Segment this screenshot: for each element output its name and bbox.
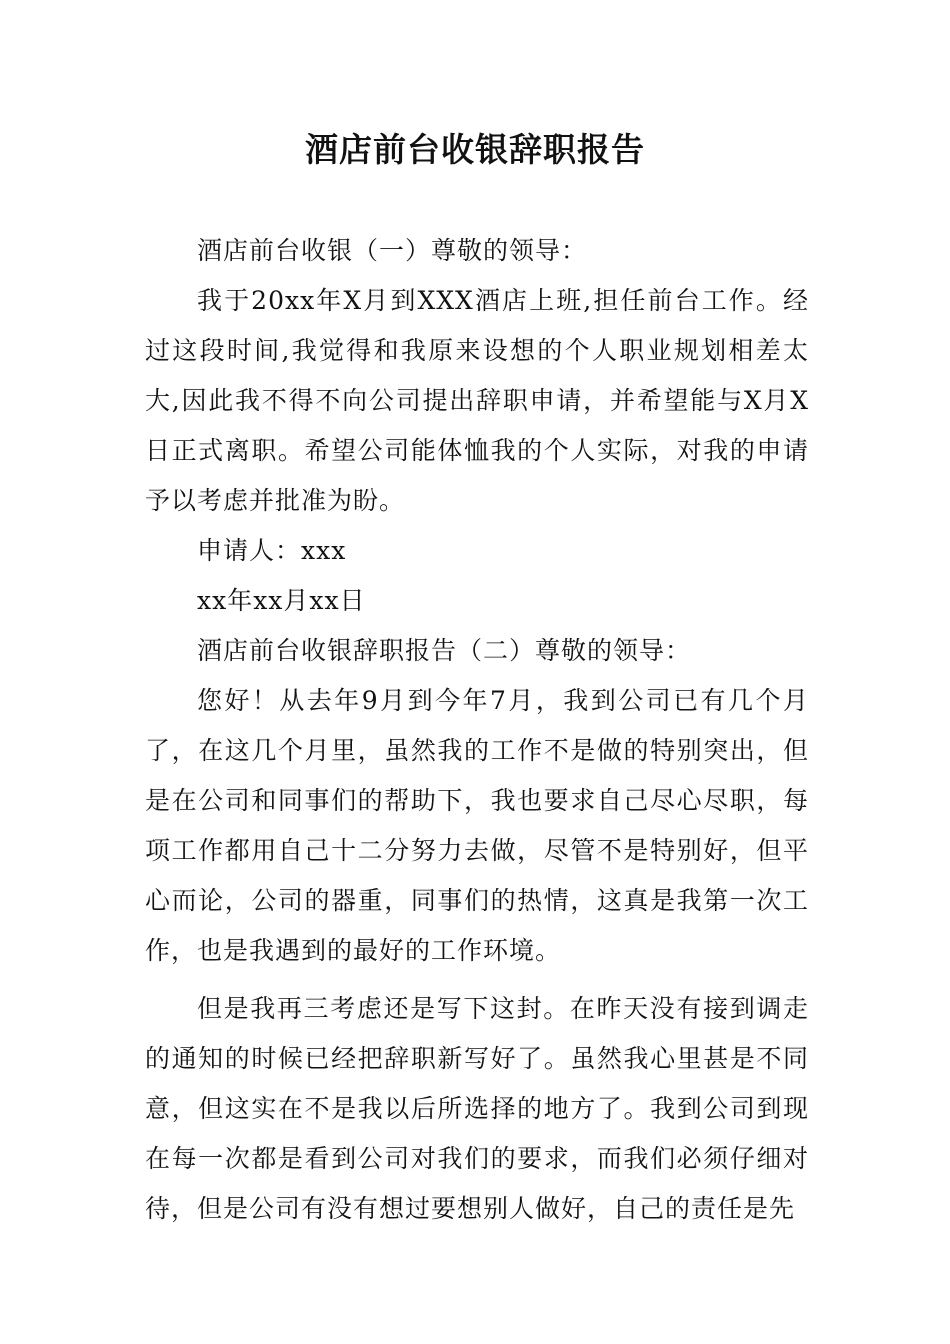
paragraph-resignation-3: 但是我再三考虑还是写下这封。在昨天没有接到调走的通知的时候已经把辞职新写好了。虽然我心里甚是不同意，但这实在不是我以后所选择的地方了。我到公司到现在每一次都是看到公司对我们的要求，而我们必须仔细对待，但是公司有没有想过要想别人做好，自己的责任是先 <box>145 994 809 1223</box>
paragraph-resignation-1: 我于20xx年X月到XXX酒店上班,担任前台工作。经过这段时间,我觉得和我原来设想的个人职业规划相差太大,因此我不得不向公司提出辞职申请，并希望能与X月X日正式离职。希望公司能体恤我的个人实际，对我的申请予以考虑并批准为盼。 <box>145 286 809 515</box>
paragraph-resignation-2: 您好！从去年9月到今年7月，我到公司已有几个月了，在这几个月里，虽然我的工作不是做的特别突出，但是在公司和同事们的帮助下，我也要求自己尽心尽职，每项工作都用自己十二分努力去做，尽管不是特别好，但平心而论，公司的器重，同事们的热情，这真是我第一次工作，也是我遇到的最好的工作环境。 <box>145 686 809 965</box>
document-body <box>145 226 809 1234</box>
document-title: 酒店前台收银辞职报告 <box>305 130 645 169</box>
paragraph-applicant: 申请人：xxx <box>197 536 347 565</box>
paragraph-salutation-2: 酒店前台收银辞职报告（二）尊敬的领导： <box>197 636 692 665</box>
paragraph-salutation-1: 酒店前台收银（一）尊敬的领导： <box>197 236 588 265</box>
paragraph-date: xx年xx月xx日 <box>197 586 366 615</box>
paragraph-gap <box>145 976 809 984</box>
